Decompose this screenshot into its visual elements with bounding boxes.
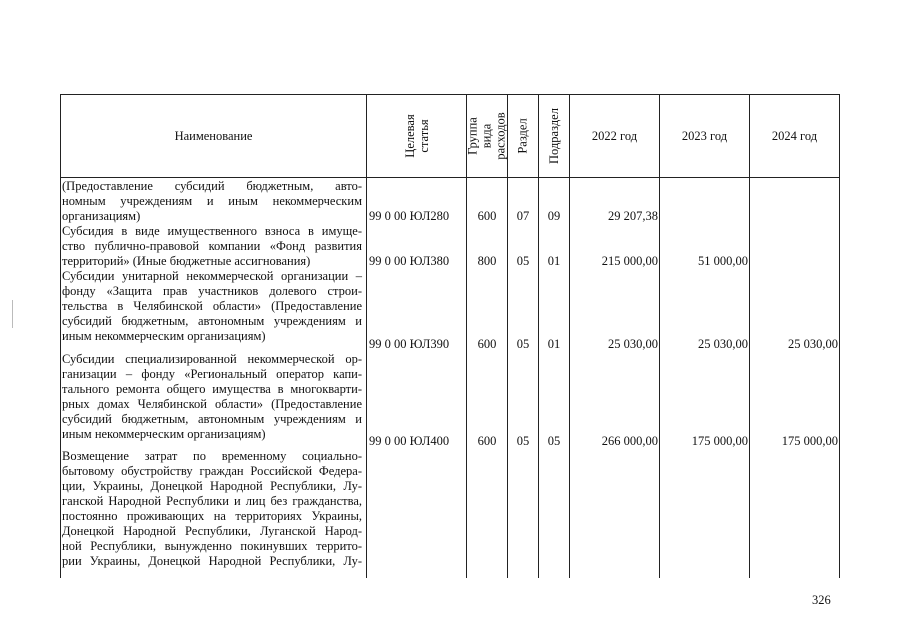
description-line: ство публично-правовой компании «Фонд развития (62, 239, 362, 253)
cell-section: 05 (516, 434, 530, 448)
col-border (839, 94, 840, 578)
cell-expense-group: 600 (477, 209, 497, 223)
description-line: иным некоммерческим организациям) (62, 329, 266, 343)
cell-expense-group: 600 (477, 337, 497, 351)
description-line: Субсидии специализированной некоммерческой ор- (62, 352, 362, 366)
description-line: постоянно проживающих на территориях Украины, (62, 509, 362, 523)
description-line: номным учреждениям и иным некоммерческим (62, 194, 362, 208)
cell-2022: 29 207,38 (608, 209, 658, 223)
description-line: тального ремонта общего имущества в многокварти- (62, 382, 362, 396)
header-target-article (367, 95, 466, 177)
cell-2023: 25 030,00 (698, 337, 748, 351)
description-line: ганизации – фонду «Региональный оператор капи- (62, 367, 362, 381)
description-line: бытовому обустройству граждан Российской Федера- (62, 464, 362, 478)
header-2024-label: 2024 год (771, 129, 818, 143)
description-line: ной Республики, вынужденно покинувших террито- (62, 539, 362, 553)
description-line: рных домах Челябинской области» (Предоставление (62, 397, 362, 411)
header-name (61, 95, 366, 177)
cell-target-article: 99 0 00 ЮЛ400 (369, 434, 450, 448)
cell-2023: 175 000,00 (691, 434, 748, 448)
cell-2024: 25 030,00 (788, 337, 838, 351)
cell-subsection: 09 (547, 209, 561, 223)
cell-target-article: 99 0 00 ЮЛ380 (369, 254, 450, 268)
description-line: иным некоммерческим организациям) (62, 427, 266, 441)
cell-expense-group: 800 (477, 254, 497, 268)
scan-edge-mark (12, 300, 13, 328)
description-line: Возмещение затрат по временному социально- (62, 449, 362, 463)
cell-subsection: 01 (547, 337, 561, 351)
header-subsection-label: Подраздел (547, 108, 561, 164)
cell-section: 05 (516, 254, 530, 268)
description-line: субсидий бюджетным, автономным учреждениям и (62, 314, 362, 328)
cell-subsection: 01 (547, 254, 561, 268)
table-row-description (62, 352, 362, 442)
description-line: организациям) (62, 209, 141, 223)
cell-target-article: 99 0 00 ЮЛ390 (369, 337, 450, 351)
header-expense-group-label: Группа вида расходов (466, 112, 509, 160)
description-line: тельства в Челябинской области» (Предоставление (62, 299, 362, 313)
header-name-label: Наименование (174, 129, 253, 143)
header-expense-group (467, 95, 507, 177)
description-line: Донецкой Народной Республики, Луганской Народ- (62, 524, 362, 538)
cell-section: 07 (516, 209, 530, 223)
description-line: Субсидия в виде имущественного взноса в имуще- (62, 224, 362, 238)
header-2023-label: 2023 год (681, 129, 728, 143)
table-row-description (62, 449, 362, 569)
cell-subsection: 05 (547, 434, 561, 448)
header-section (508, 95, 538, 177)
description-line: территорий» (Иные бюджетные ассигнования) (62, 254, 311, 268)
cell-expense-group: 600 (477, 434, 497, 448)
header-section-label: Раздел (516, 118, 531, 154)
table-row-description (62, 269, 362, 344)
header-target-article-label: Целевая статья (402, 114, 431, 158)
header-2024 (750, 95, 839, 177)
cell-section: 05 (516, 337, 530, 351)
header-2022-label: 2022 год (591, 129, 638, 143)
page-number: 326 (812, 593, 831, 607)
cell-2022: 266 000,00 (601, 434, 658, 448)
cell-2022: 25 030,00 (608, 337, 658, 351)
cell-2024: 175 000,00 (781, 434, 838, 448)
cell-2023: 51 000,00 (698, 254, 748, 268)
header-subsection (539, 95, 569, 177)
table-row-description (62, 224, 362, 269)
description-line: рии Украины, Донецкой Народной Республики, Лу- (62, 554, 362, 568)
cell-2022: 215 000,00 (601, 254, 658, 268)
header-divider (60, 177, 840, 178)
table-row-description (62, 179, 362, 224)
description-line: (Предоставление субсидий бюджетным, авто- (62, 179, 362, 193)
description-line: ганской Народной Республики и лиц без гражданства, (62, 494, 362, 508)
description-line: ции, Украины, Донецкой Народной Республики, Лу- (62, 479, 362, 493)
description-line: Субсидии унитарной некоммерческой организации – (62, 269, 362, 283)
cell-target-article: 99 0 00 ЮЛ280 (369, 209, 450, 223)
header-2023 (660, 95, 749, 177)
description-line: фонду «Защита прав участников долевого строи- (62, 284, 362, 298)
header-2022 (570, 95, 659, 177)
description-line: субсидий бюджетным, автономным учреждениям и (62, 412, 362, 426)
budget-table (60, 94, 840, 578)
